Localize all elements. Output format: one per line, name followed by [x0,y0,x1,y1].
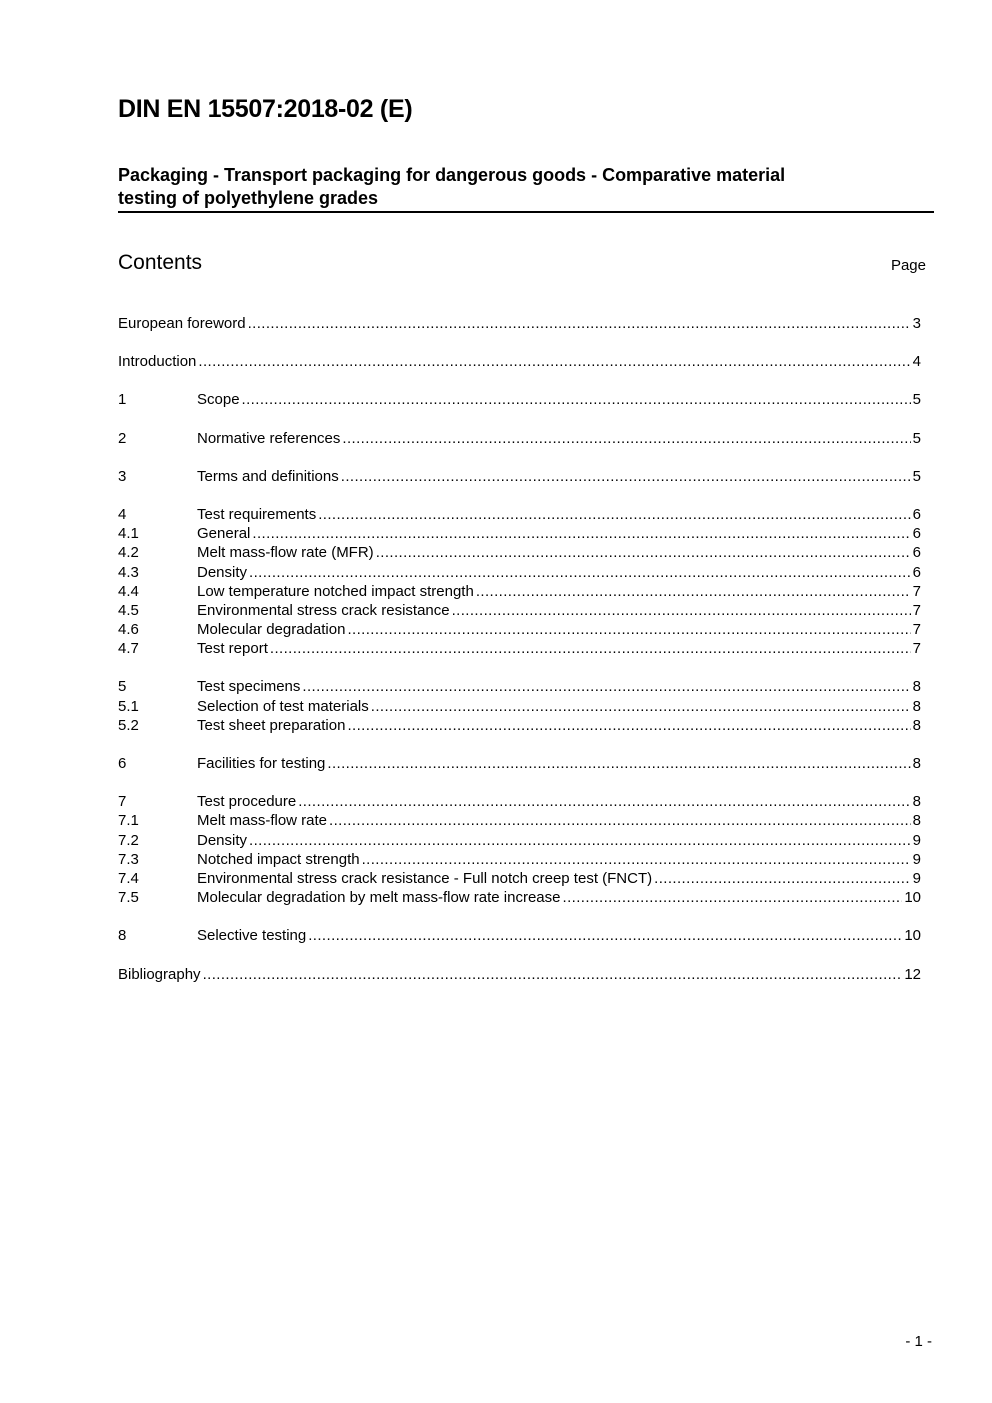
toc-entry-title: Facilities for testing [197,755,326,772]
toc-entry[interactable] [118,832,921,851]
toc-leader-dots [270,640,911,657]
toc-entry-number: 7.3 [118,850,139,868]
toc-entry-title: Test requirements [197,505,317,523]
toc-leader-dots [376,544,911,561]
toc-entry-number: 4.7 [118,640,139,658]
toc-entry[interactable] [118,564,921,583]
toc-leader-dots [242,391,911,408]
toc-leader-dots [308,927,902,944]
toc-entry-number: 5.2 [118,716,139,734]
toc-entry-page: 8 [912,793,921,811]
toc-entry-page: 5 [912,391,921,409]
toc-entry-number: 7.4 [118,869,139,887]
toc-entry-page: 9 [912,850,921,868]
toc-entry[interactable] [118,698,921,717]
toc-leader-dots [452,602,911,619]
toc-group [118,315,921,334]
toc-entry[interactable] [118,927,921,946]
toc-leader-dots [198,353,910,370]
toc-entry-title: Environmental stress crack resistance - Full notch creep test (FNCT) [197,869,653,887]
toc-leader-dots [318,506,910,523]
toc-entry-page: 4 [912,353,921,371]
toc-entry-title: Test report [197,640,268,658]
toc-entry-number: 4.2 [118,544,139,562]
toc-entry-title: Selection of test materials [197,697,369,715]
toc-group [118,391,921,410]
toc-entry-page: 9 [912,831,921,849]
toc-group [118,678,921,736]
toc-entry-title: Test procedure [197,793,297,811]
document-title-line-1: Packaging - Transport packaging for dangerous goods - Comparative material [118,165,786,185]
toc-entry[interactable] [118,621,921,640]
toc-entry[interactable] [118,812,921,831]
toc-entry-number: 7 [118,793,127,811]
toc-entry-page: 6 [912,505,921,523]
toc-entry[interactable] [118,583,921,602]
toc-entry-number: 4 [118,505,127,523]
toc-entry-number: 7.1 [118,812,139,830]
toc-entry-title: Bibliography [118,965,201,983]
document-title [118,164,934,213]
page-number: - 1 - [905,1333,932,1350]
toc-entry-page: 12 [904,965,921,983]
toc-entry-page: 7 [912,621,921,639]
toc-entry[interactable] [118,525,921,544]
toc-entry-title: Melt mass-flow rate [197,812,328,830]
toc-entry-number: 8 [118,927,127,945]
toc-entry[interactable] [118,602,921,621]
toc-group [118,927,921,946]
toc-leader-dots [203,966,903,983]
toc-entry-title: Test specimens [197,678,301,696]
toc-entry[interactable] [118,889,921,908]
toc-entry[interactable] [118,678,921,697]
toc-entry-title: Molecular degradation [197,621,346,639]
toc-entry-page: 6 [912,563,921,581]
toc-entry-page: 6 [912,525,921,543]
toc-entry-page: 7 [912,640,921,658]
toc-entry-title: Notched impact strength [197,850,360,868]
toc-entry-page: 8 [912,812,921,830]
toc-group [118,430,921,449]
toc-entry-title: Introduction [118,353,197,371]
toc-entry[interactable] [118,793,921,812]
toc-group [118,966,921,985]
toc-entry-number: 3 [118,467,127,485]
toc-entry[interactable] [118,430,921,449]
toc-leader-dots [342,430,910,447]
toc-entry-number: 4.3 [118,563,139,581]
toc-entry[interactable] [118,851,921,870]
toc-entry-title: Environmental stress crack resistance [197,601,450,619]
toc-entry-title: Density [197,563,248,581]
toc-leader-dots [298,793,910,810]
toc-leader-dots [476,583,911,600]
toc-entry-page: 7 [912,582,921,600]
toc-leader-dots [654,870,911,887]
toc-entry-number: 7.5 [118,889,139,907]
toc-entry-title: Density [197,831,248,849]
toc-entry-page: 8 [912,755,921,772]
toc-entry-number: 4.6 [118,621,139,639]
toc-entry-number: 7.2 [118,831,139,849]
toc-entry[interactable] [118,966,921,985]
toc-entry-number: 1 [118,391,127,409]
toc-entry[interactable] [118,391,921,410]
toc-leader-dots [302,678,910,695]
toc-entry-number: 4.4 [118,582,139,600]
toc-entry-title: Terms and definitions [197,467,339,485]
toc-entry-page: 6 [912,544,921,562]
document-id: DIN EN 15507:2018-02 (E) [118,95,413,123]
toc-entry-page: 10 [904,889,921,907]
toc-entry-number: 5 [118,678,127,696]
toc-leader-dots [362,851,911,868]
toc-entry-number: 4.1 [118,525,139,543]
toc-entry-page: 10 [904,927,921,945]
toc-entry-title: Selective testing [197,927,307,945]
toc-entry-title: Melt mass-flow rate (MFR) [197,544,374,562]
toc-leader-dots [563,889,903,906]
toc-entry-title: European foreword [118,315,246,332]
toc-leader-dots [249,832,911,849]
toc-group [118,506,921,660]
toc-entry-title: Scope [197,391,240,409]
page-column-label: Page [890,257,926,274]
toc-group [118,468,921,487]
toc-entry-title: Normative references [197,429,341,447]
toc-leader-dots [347,621,910,638]
toc-entry[interactable] [118,870,921,889]
toc-group [118,755,921,774]
toc-entry-number: 2 [118,429,127,447]
toc-entry-page: 5 [912,429,921,447]
toc-entry[interactable] [118,506,921,525]
toc-entry-page: 3 [912,315,921,332]
toc-leader-dots [249,564,911,581]
toc-entry-title: General [197,525,251,543]
toc-entry-page: 7 [912,601,921,619]
toc-entry-number: 6 [118,755,127,772]
table-of-contents [118,315,921,1004]
toc-entry[interactable] [118,353,921,372]
toc-group [118,793,921,908]
toc-leader-dots [329,812,911,829]
toc-leader-dots [371,698,911,715]
toc-entry-title: Molecular degradation by melt mass-flow rate increase [197,889,561,907]
toc-entry[interactable] [118,544,921,563]
toc-entry[interactable] [118,468,921,487]
toc-leader-dots [252,525,910,542]
toc-entry-title: Test sheet preparation [197,716,346,734]
toc-entry-number: 5.1 [118,697,139,715]
toc-leader-dots [347,717,910,734]
toc-entry[interactable] [118,755,921,774]
toc-entry-page: 8 [912,678,921,696]
toc-entry[interactable] [118,640,921,659]
toc-entry[interactable] [118,315,921,334]
document-title-line-2: testing of polyethylene grades [118,188,379,208]
toc-leader-dots [248,315,911,332]
toc-group [118,353,921,372]
contents-heading: Contents [118,251,203,274]
toc-entry-title: Low temperature notched impact strength [197,582,474,600]
toc-entry-page: 5 [912,467,921,485]
toc-entry-number: 4.5 [118,601,139,619]
toc-leader-dots [327,755,910,772]
toc-entry-page: 8 [912,697,921,715]
toc-entry-page: 8 [912,716,921,734]
toc-entry-page: 9 [912,869,921,887]
toc-leader-dots [341,468,911,485]
toc-entry[interactable] [118,717,921,736]
